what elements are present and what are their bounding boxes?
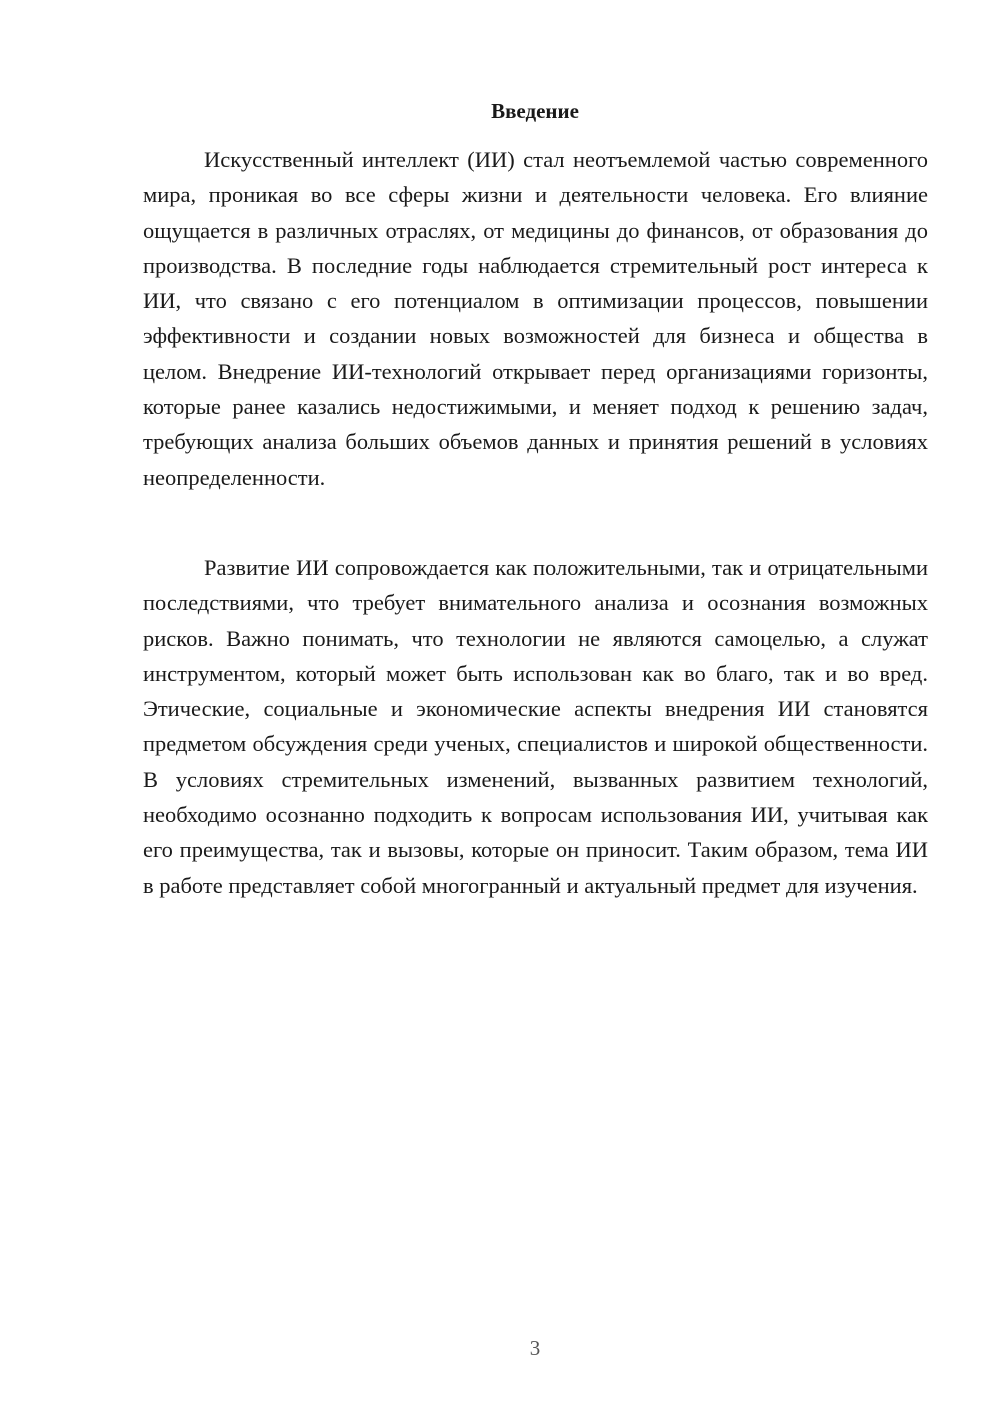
- paragraph-intro: Искусственный интеллект (ИИ) стал неотъемлемой частью современного мира, проникая во все сферы жизни и деятельности человека. Его влияние ощущается в различных отраслях, от медицины до финансов, от образования до производства. В последние годы наблюдается стремительный рост интереса к ИИ, что связано с его потенциалом в оптимизации процессов, повышении эффективности и создании новых возможностей для бизнеса и общества в целом. Внедрение ИИ-технологий открывает перед организациями горизонты, которые ранее казались недостижимыми, и меняет подход к решению задач, требующих анализа больших объемов данных и принятия решений в условиях неопределенности.: [143, 147, 928, 490]
- paragraph-development: Развитие ИИ сопровождается как положительными, так и отрицательными последствиями, что требует внимательного анализа и осознания возможных рисков. Важно понимать, что технологии не являются самоцелью, а служат инструментом, который может быть использован как во благо, так и во вред. Этические, социальные и экономические аспекты внедрения ИИ становятся предметом обсуждения среди ученых, специалистов и широкой общественности. В условиях стремительных изменений, вызванных развитием технологий, необходимо осознанно подходить к вопросам использования ИИ, учитывая как его преимущества, так и вызовы, которые он приносит. Таким образом, тема ИИ в работе представляет собой многогранный и актуальный предмет для изучения.: [143, 555, 928, 898]
- section-heading: Введение: [491, 99, 579, 123]
- page-number: 3: [529, 1336, 541, 1360]
